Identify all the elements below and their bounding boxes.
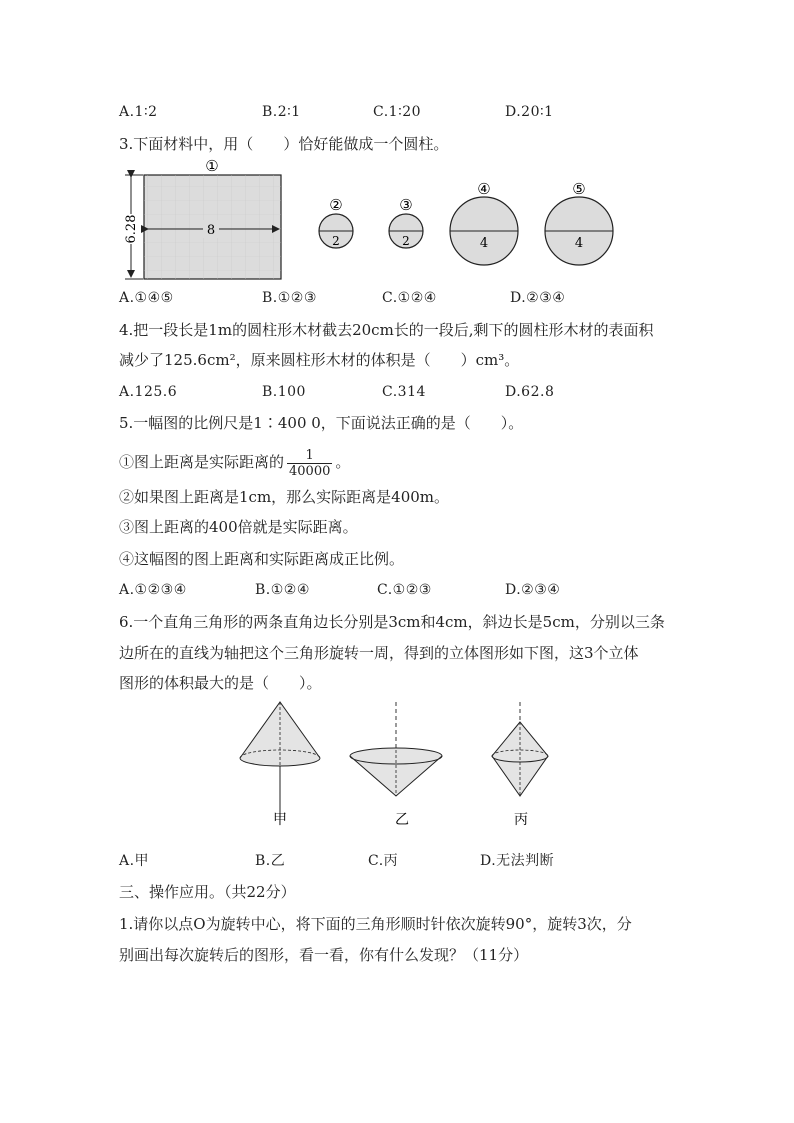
q3-rect-width-label: 8	[206, 223, 216, 238]
q4-option-b: B.100	[262, 384, 306, 400]
q3-option-a: A.①④⑤	[119, 290, 174, 306]
q2-option-d: D.20∶1	[505, 104, 554, 120]
q3-option-b: B.①②③	[262, 290, 317, 306]
q5-statement-2: ②如果图上距离是1cm，那么实际距离是400m。	[119, 488, 450, 506]
q3-rect-height-label: 6.28	[124, 214, 139, 244]
q6-figure-svg	[230, 700, 570, 830]
solid-bing	[492, 702, 548, 796]
q5-stem: 5.一幅图的比例尺是1∶400 0，下面说法正确的是（ ）。	[119, 414, 524, 432]
q5-statement-1	[119, 445, 350, 479]
q5-option-a: A.①②③④	[119, 582, 187, 598]
q4-stem-line2: 减少了125.6cm²，原来圆柱形木材的体积是（ ）cm³。	[119, 351, 520, 369]
q3-circle-3-diameter: 2	[402, 234, 410, 248]
q5-s1-prefix: ①图上距离是实际距离的	[119, 453, 285, 471]
q5-s1-suffix: 。	[335, 453, 351, 471]
q5-s1-denominator: 40000	[289, 463, 331, 479]
q2-option-b: B.2∶1	[262, 104, 301, 120]
q3-label-5: ⑤	[572, 180, 586, 198]
q3-label-1: ①	[205, 158, 219, 175]
section3-q1-line1: 1.请你以点O为旋转中心，将下面的三角形顺时针依次旋转90°，旋转3次，分	[119, 915, 632, 933]
q6-option-d: D.无法判断	[480, 853, 555, 869]
section3-q1-line2: 别画出每次旋转后的图形，看一看，你有什么发现？（11分）	[119, 946, 529, 964]
q3-circle-2-diameter: 2	[332, 234, 340, 248]
q2-option-a: A.1∶2	[119, 104, 158, 120]
q3-figure-svg	[119, 158, 569, 284]
q4-stem-line1: 4.把一段长是1m的圆柱形木材截去20cm长的一段后,剩下的圆柱形木材的表面积	[119, 321, 654, 339]
solid-jia	[240, 702, 320, 818]
q3-figure-circle-5	[541, 176, 621, 272]
q4-option-c: C.314	[382, 384, 426, 400]
q2-option-c: C.1∶20	[373, 104, 422, 120]
q6-figure	[230, 700, 570, 830]
q5-option-d: D.②③④	[505, 582, 561, 598]
label-yi: 乙	[395, 812, 409, 828]
q6-option-c: C.丙	[368, 853, 399, 869]
label-bing: 丙	[514, 812, 528, 828]
q3-figure	[119, 158, 569, 284]
label-jia: 甲	[273, 812, 287, 828]
q5-s1-numerator: 1	[305, 447, 314, 463]
section3-heading: 三、操作应用。（共22分）	[119, 883, 296, 901]
q5-statement-3: ③图上距离的400倍就是实际距离。	[119, 518, 358, 536]
q6-option-a: A.甲	[119, 853, 150, 869]
q3-label-4: ④	[477, 180, 491, 198]
q6-stem-line1: 6.一个直角三角形的两条直角边长分别是3cm和4cm，斜边长是5cm，分别以三条	[119, 613, 665, 631]
q5-s1-fraction	[287, 448, 332, 479]
q3-option-d: D.②③④	[510, 290, 566, 306]
q5-option-c: C.①②③	[377, 582, 432, 598]
solid-yi	[350, 702, 442, 796]
q3-option-c: C.①②④	[382, 290, 437, 306]
q5-statement-4: ④这幅图的图上距离和实际距离成正比例。	[119, 550, 405, 568]
q3-stem: 3.下面材料中，用（ ）恰好能做成一个圆柱。	[119, 135, 449, 153]
q3-circle-5-diameter: 4	[574, 236, 584, 251]
q5-option-b: B.①②④	[255, 582, 310, 598]
q3-label-2: ②	[329, 196, 343, 214]
q3-label-3: ③	[399, 196, 413, 214]
q3-circle-4-diameter: 4	[479, 236, 489, 251]
q4-option-d: D.62.8	[505, 384, 555, 400]
q6-option-b: B.乙	[255, 853, 286, 869]
q6-stem-line2: 边所在的直线为轴把这个三角形旋转一周，得到的立体图形如下图，这3个立体	[119, 644, 639, 662]
q6-stem-line3: 图形的体积最大的是（ ）。	[119, 674, 322, 692]
q4-option-a: A.125.6	[119, 384, 178, 400]
